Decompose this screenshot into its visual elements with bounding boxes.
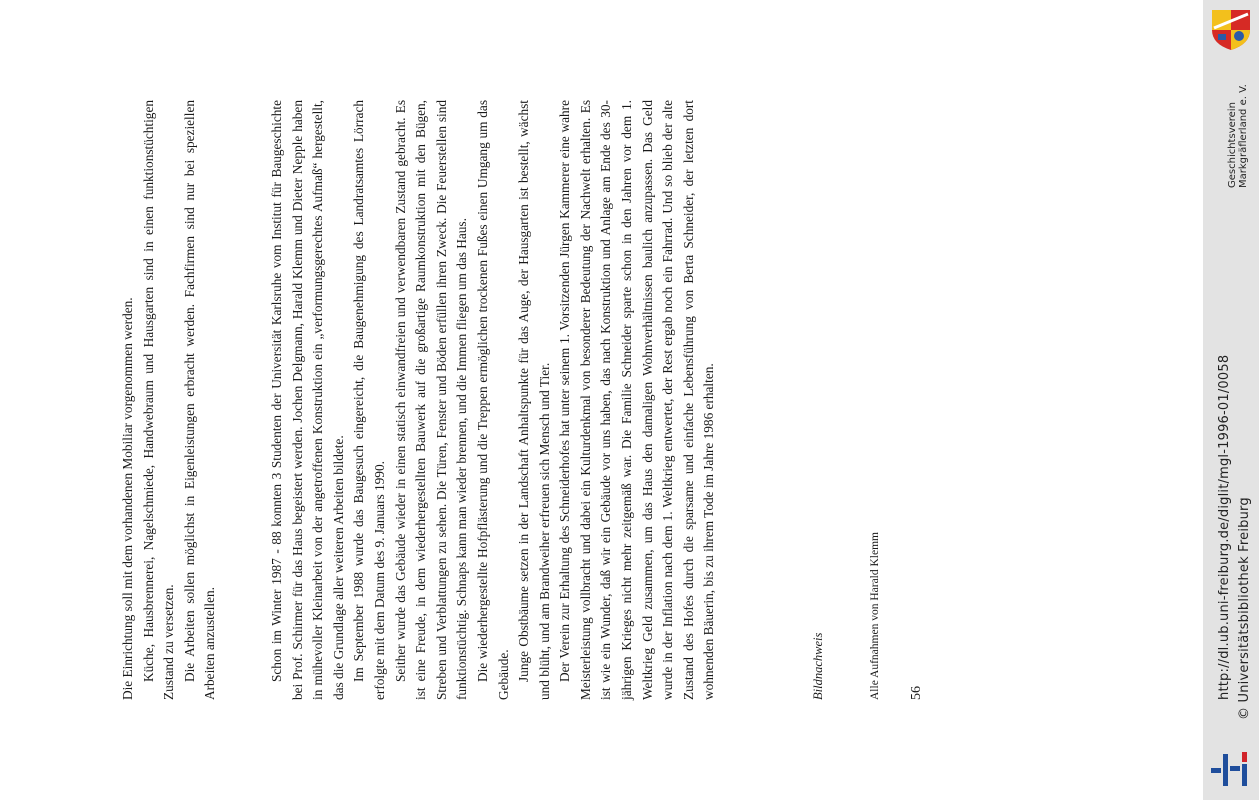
paragraph: Seither wurde das Gebäude wieder in einen statisch einwandfreien und verwendbaren Zustand gebracht. Es ist eine Freude, in dem wiederhergestellten Bauwerk auf die großartige Raumkonstruktion mit den Bügen, Streben und Verblattungen zu sehen. Die Türen, Fenster und Böden erfüllen ihren Zweck. Die Feuerstellen sind funktionstüchtig. Schnaps kann man wieder brennen, und die Immen fliegen um das Haus. <box>392 100 470 700</box>
society-name <box>1227 84 1249 188</box>
intro-paragraphs <box>118 100 221 700</box>
copyright-notice: © Universitätsbibliothek Freiburg <box>1237 497 1252 720</box>
society-name-line2: Markgräflerland e. V. <box>1238 84 1249 188</box>
paragraph: Die Arbeiten sollen möglichst in Eigenleistungen erbracht werden. Fachfirmen sind nur bei speziellen Arbeiten anzustellen. <box>181 100 218 700</box>
paragraph: Die wiederhergestellte Hofpflästerung und die Treppen ermöglichen trockenen Fußes einen Umgang um das Gebäude. <box>474 100 511 700</box>
paragraph: Im September 1988 wurde das Baugesuch eingereicht, die Baugenehmigung des Landratsamtes Lörrach erfolgte mit dem Datum des 9. Januars 1990. <box>351 100 387 700</box>
caption-heading: Bildnachweis <box>811 632 826 700</box>
paragraph: Küche, Hausbrennerei, Nagelschmiede, Handwebraum und Hausgarten sind in einen funktionstüchtigen Zustand zu versetzen. <box>140 100 177 700</box>
page-number: 56 <box>909 686 925 700</box>
sidebar-rotated-text <box>1203 0 1259 800</box>
paragraph: Junge Obstbäume setzen in der Landschaft Anhaltspunkte für das Auge, der Hausgarten ist bestellt, wächst und blüht, und am Brandweiher erfreuen sich Mensch und Tier. <box>516 100 552 700</box>
paragraph: Der Verein zur Erhaltung des Schneiderhofes hat unter seinem 1. Vorsitzenden Jürgen Kammerer eine wahre Meisterleistung vollbracht und dabei ein Kulturdenkmal von besonderer Bedeutung der Nachwelt erhalten. Es ist wie ein Wunder, daß wir ein Gebäude vor uns haben, das nach Konstruktion und Anlage am Ende des 30-jährigen Krieges nicht mehr zeitgemäß war. Die Familie Schneider sparte schon in den Jahren vor dem 1. Weltkrieg Geld zusammen, um das Haus den damaligen Wohnverhältnissen baulich anzupassen. Das Geld wurde in der Inflation nach dem 1. Weltkrieg entwertet, der Rest ergab noch ein Fahrrad. Und so blieb der alte Zustand des Hofes durch die sparsame und einfache Lebensführung von Berta Schneider, der letzten dort wohnenden Bäuerin, bis zu ihrem Tode im Jahre 1986 erhalten. <box>557 100 717 700</box>
source-url-link[interactable]: http://dl.ub.uni-freiburg.de/diglit/mgl-1996-01/0058 <box>1217 354 1232 700</box>
rotated-text-block <box>118 100 938 700</box>
ub-freiburg-logo-icon <box>1209 748 1253 788</box>
coat-of-arms-icon <box>1208 6 1254 52</box>
caption-text: Alle Aufnahmen von Harald Klemm <box>868 532 881 700</box>
paragraph: Die Einrichtung soll mit dem vorhandenen Mobiliar vorgenommen werden. <box>120 297 135 700</box>
society-name-line1: Geschichtsverein <box>1227 102 1238 188</box>
main-paragraphs <box>267 100 720 700</box>
paragraph: Schon im Winter 1987 - 88 konnten 3 Studenten der Universität Karlsruhe vom Institut für Baugeschichte bei Prof. Schirmer für das Haus begeistert werden. Jochen Delgmann, Harald Klemm und Dieter Nepple haben in mühevoller Kleinarbeit von der angetroffenen Konstruktion ein „verformungsgerechtes Aufmaß“ hergestellt, das die Grundlage aller weiteren Arbeiten bildete. <box>268 100 346 700</box>
